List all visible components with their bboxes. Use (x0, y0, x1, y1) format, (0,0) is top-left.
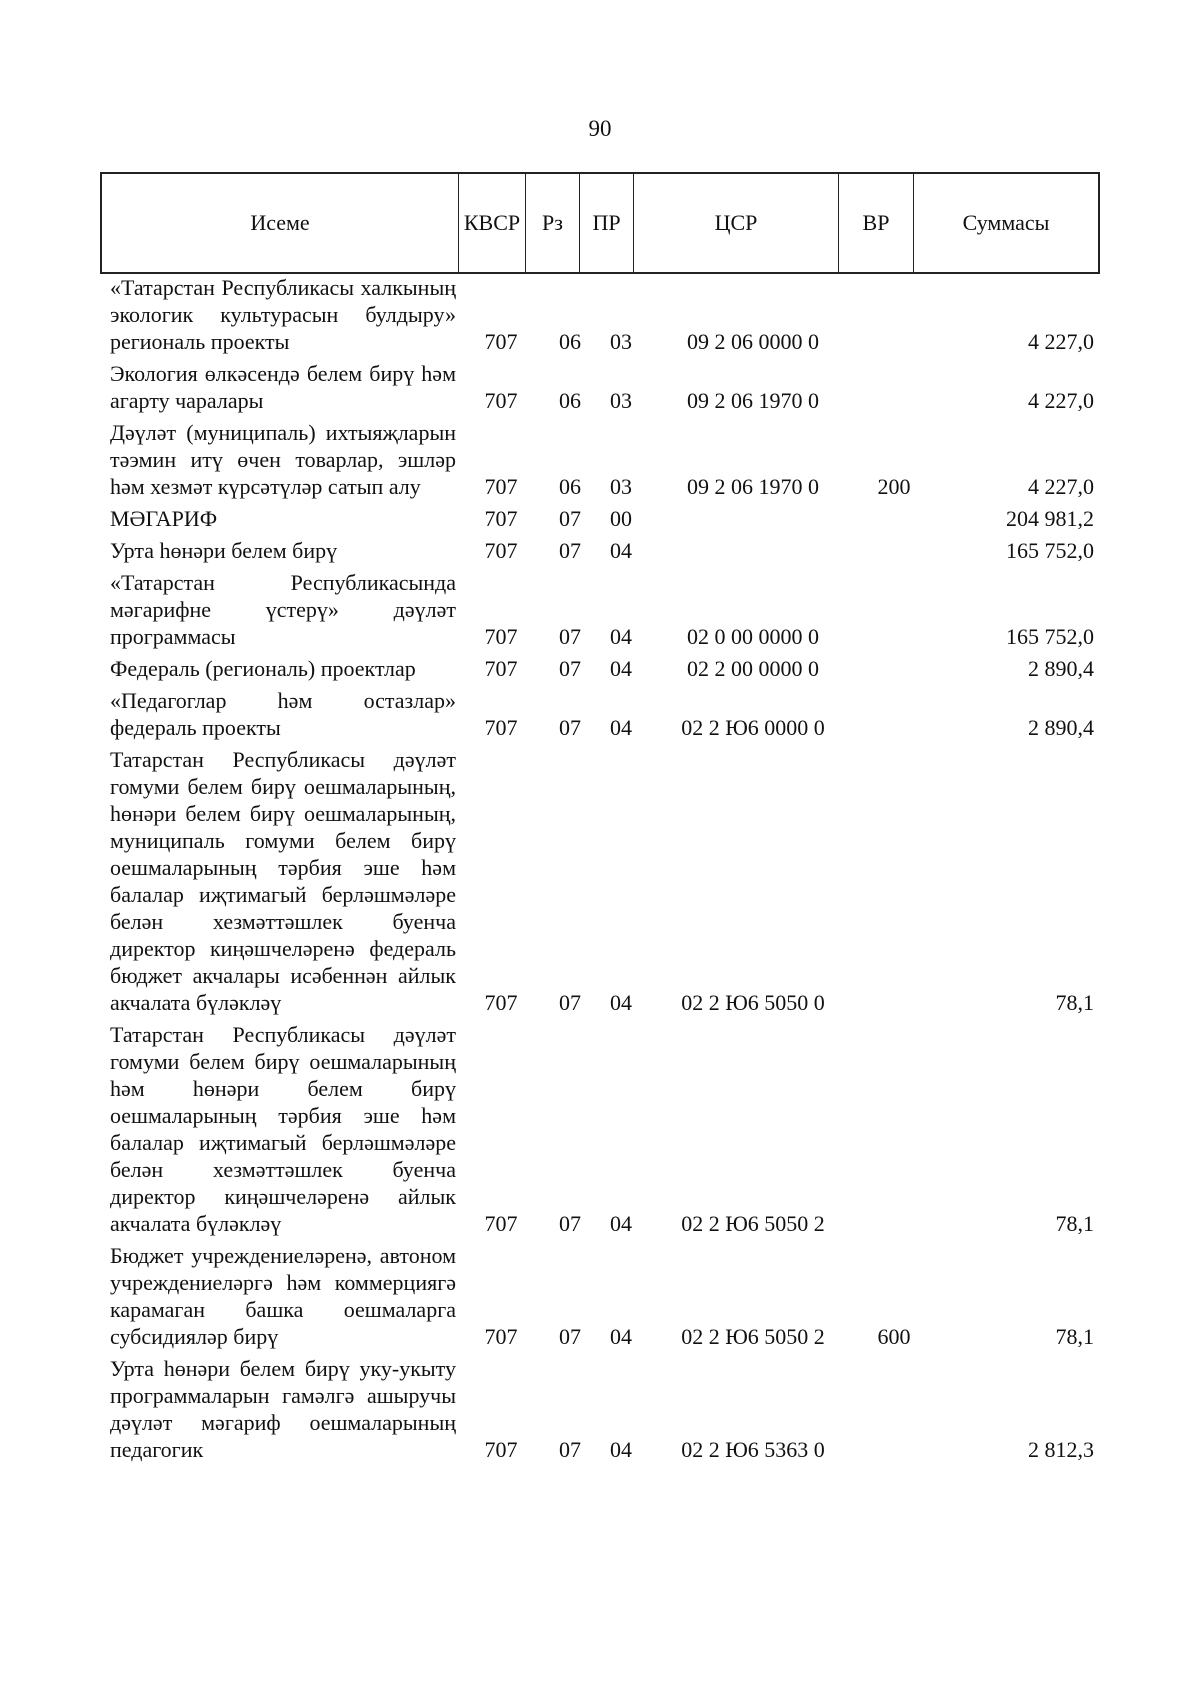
cell-rz: 06 (559, 329, 581, 354)
table-row (100, 569, 1100, 650)
cell-sum: 204 981,2 (1006, 506, 1094, 531)
table-row (100, 505, 1100, 532)
cell-csr: 02 2 Ю6 5050 0 (681, 990, 825, 1015)
cell-name: «Педагоглар һәм остазлар» федераль проекты (110, 688, 456, 740)
table-row (100, 1021, 1100, 1237)
cell-kvsr: 707 (484, 474, 518, 499)
column-header-name: Исеме (102, 174, 459, 272)
cell-csr: 09 2 06 0000 0 (687, 329, 819, 354)
cell-sum: 4 227,0 (1028, 329, 1094, 354)
cell-name: Урта һөнәри белем бирү уку-укыту программаларын гамәлгә ашыручы дәүләт мәгариф оешмаларының педагогик (110, 1356, 456, 1462)
cell-rz: 06 (559, 388, 581, 413)
cell-rz: 07 (559, 506, 581, 531)
cell-name: Федераль (региональ) проектлар (110, 656, 416, 681)
cell-kvsr: 707 (484, 329, 518, 354)
cell-rz: 07 (559, 990, 581, 1015)
cell-name: Бюджет учреждениеләренә, автоном учреждениеләргә һәм коммерциягә карамаган башка оешмаларга субсидияләр бирү (110, 1243, 456, 1349)
cell-name: Экология өлкәсендә белем бирү һәм агарту чаралары (110, 361, 456, 413)
cell-kvsr: 707 (484, 1437, 518, 1462)
cell-sum: 78,1 (1055, 990, 1094, 1015)
column-header-kvsr: КВСР (459, 174, 526, 272)
cell-kvsr: 707 (484, 388, 518, 413)
cell-pr: 00 (610, 506, 632, 531)
cell-rz: 07 (559, 624, 581, 649)
cell-sum: 78,1 (1055, 1211, 1094, 1236)
cell-name: «Татарстан Республикасында мәгарифне үстерү» дәүләт программасы (110, 570, 456, 649)
cell-sum: 2 812,3 (1028, 1437, 1094, 1462)
table-row (100, 274, 1100, 355)
cell-rz: 07 (559, 1324, 581, 1349)
cell-kvsr: 707 (484, 990, 518, 1015)
cell-kvsr: 707 (484, 715, 518, 740)
cell-vr: 200 (877, 474, 911, 499)
cell-rz: 07 (559, 656, 581, 681)
cell-sum: 165 752,0 (1006, 538, 1094, 563)
table-header (100, 172, 1100, 274)
column-header-vr: ВР (839, 174, 914, 272)
cell-kvsr: 707 (484, 538, 518, 563)
column-header-pr: ПР (580, 174, 634, 272)
column-header-rz: Рз (526, 174, 580, 272)
cell-csr: 02 2 00 0000 0 (687, 656, 819, 681)
cell-pr: 04 (610, 990, 632, 1015)
cell-name: Татарстан Республикасы дәүләт гомуми белем бирү оешмаларының, һөнәри белем бирү оешмаларының, муниципаль гомуми белем бирү оешмаларының тәрбия эше һәм балалар иҗтимагый берләшмәләре белән хезмәттәшлек буенча директор киңәшчеләренә федераль бюджет акчалары исәбеннән айлык акчалата бүләкләү (110, 747, 456, 1015)
table-row (100, 1355, 1100, 1463)
cell-pr: 04 (610, 538, 632, 563)
cell-pr: 04 (610, 624, 632, 649)
cell-rz: 06 (559, 474, 581, 499)
cell-pr: 04 (610, 1211, 632, 1236)
cell-vr: 600 (877, 1324, 911, 1349)
cell-name: Дәүләт (муниципаль) ихтыяҗларын тәэмин итү өчен товарлар, эшләр һәм хезмәт күрсәтүләр сатып алу (110, 420, 456, 499)
cell-kvsr: 707 (484, 624, 518, 649)
cell-csr: 02 0 00 0000 0 (687, 624, 819, 649)
cell-pr: 03 (610, 388, 632, 413)
table-row (100, 537, 1100, 564)
cell-pr: 04 (610, 656, 632, 681)
cell-csr: 02 2 Ю6 0000 0 (681, 715, 825, 740)
cell-rz: 07 (559, 1437, 581, 1462)
cell-pr: 03 (610, 329, 632, 354)
table-row (100, 419, 1100, 500)
cell-sum: 2 890,4 (1028, 715, 1094, 740)
column-header-sum: Суммасы (962, 210, 1050, 235)
cell-pr: 04 (610, 715, 632, 740)
cell-name: Урта һөнәри белем бирү (110, 538, 338, 563)
cell-kvsr: 707 (484, 1211, 518, 1236)
cell-kvsr: 707 (484, 656, 518, 681)
table-row (100, 687, 1100, 741)
cell-name: «Татарстан Республикасы халкының экологик культурасын булдыру» региональ проекты (110, 275, 456, 354)
cell-rz: 07 (559, 1211, 581, 1236)
cell-sum: 4 227,0 (1028, 388, 1094, 413)
cell-rz: 07 (559, 538, 581, 563)
cell-sum: 4 227,0 (1028, 474, 1094, 499)
table-row (100, 360, 1100, 414)
page-number: 90 (588, 116, 612, 141)
table-body (100, 274, 1100, 1468)
cell-pr: 04 (610, 1324, 632, 1349)
cell-csr: 09 2 06 1970 0 (687, 474, 819, 499)
cell-sum: 78,1 (1055, 1324, 1094, 1349)
table-row (100, 1242, 1100, 1350)
cell-csr: 09 2 06 1970 0 (687, 388, 819, 413)
table-row (100, 655, 1100, 682)
cell-csr: 02 2 Ю6 5050 2 (681, 1211, 825, 1236)
cell-name: МӘГАРИФ (110, 506, 218, 531)
cell-sum: 165 752,0 (1006, 624, 1094, 649)
table-row (100, 746, 1100, 1016)
cell-pr: 03 (610, 474, 632, 499)
column-header-csr: ЦСР (634, 174, 839, 272)
cell-name: Татарстан Республикасы дәүләт гомуми белем бирү оешмаларының һәм һөнәри белем бирү оешмаларының тәрбия эше һәм балалар иҗтимагый берләшмәләре белән хезмәттәшлек буенча директор киңәшчеләренә айлык акчалата бүләкләү (110, 1022, 456, 1236)
cell-kvsr: 707 (484, 1324, 518, 1349)
cell-csr: 02 2 Ю6 5363 0 (681, 1437, 825, 1462)
cell-csr: 02 2 Ю6 5050 2 (681, 1324, 825, 1349)
cell-pr: 04 (610, 1437, 632, 1462)
cell-rz: 07 (559, 715, 581, 740)
cell-kvsr: 707 (484, 506, 518, 531)
cell-sum: 2 890,4 (1028, 656, 1094, 681)
